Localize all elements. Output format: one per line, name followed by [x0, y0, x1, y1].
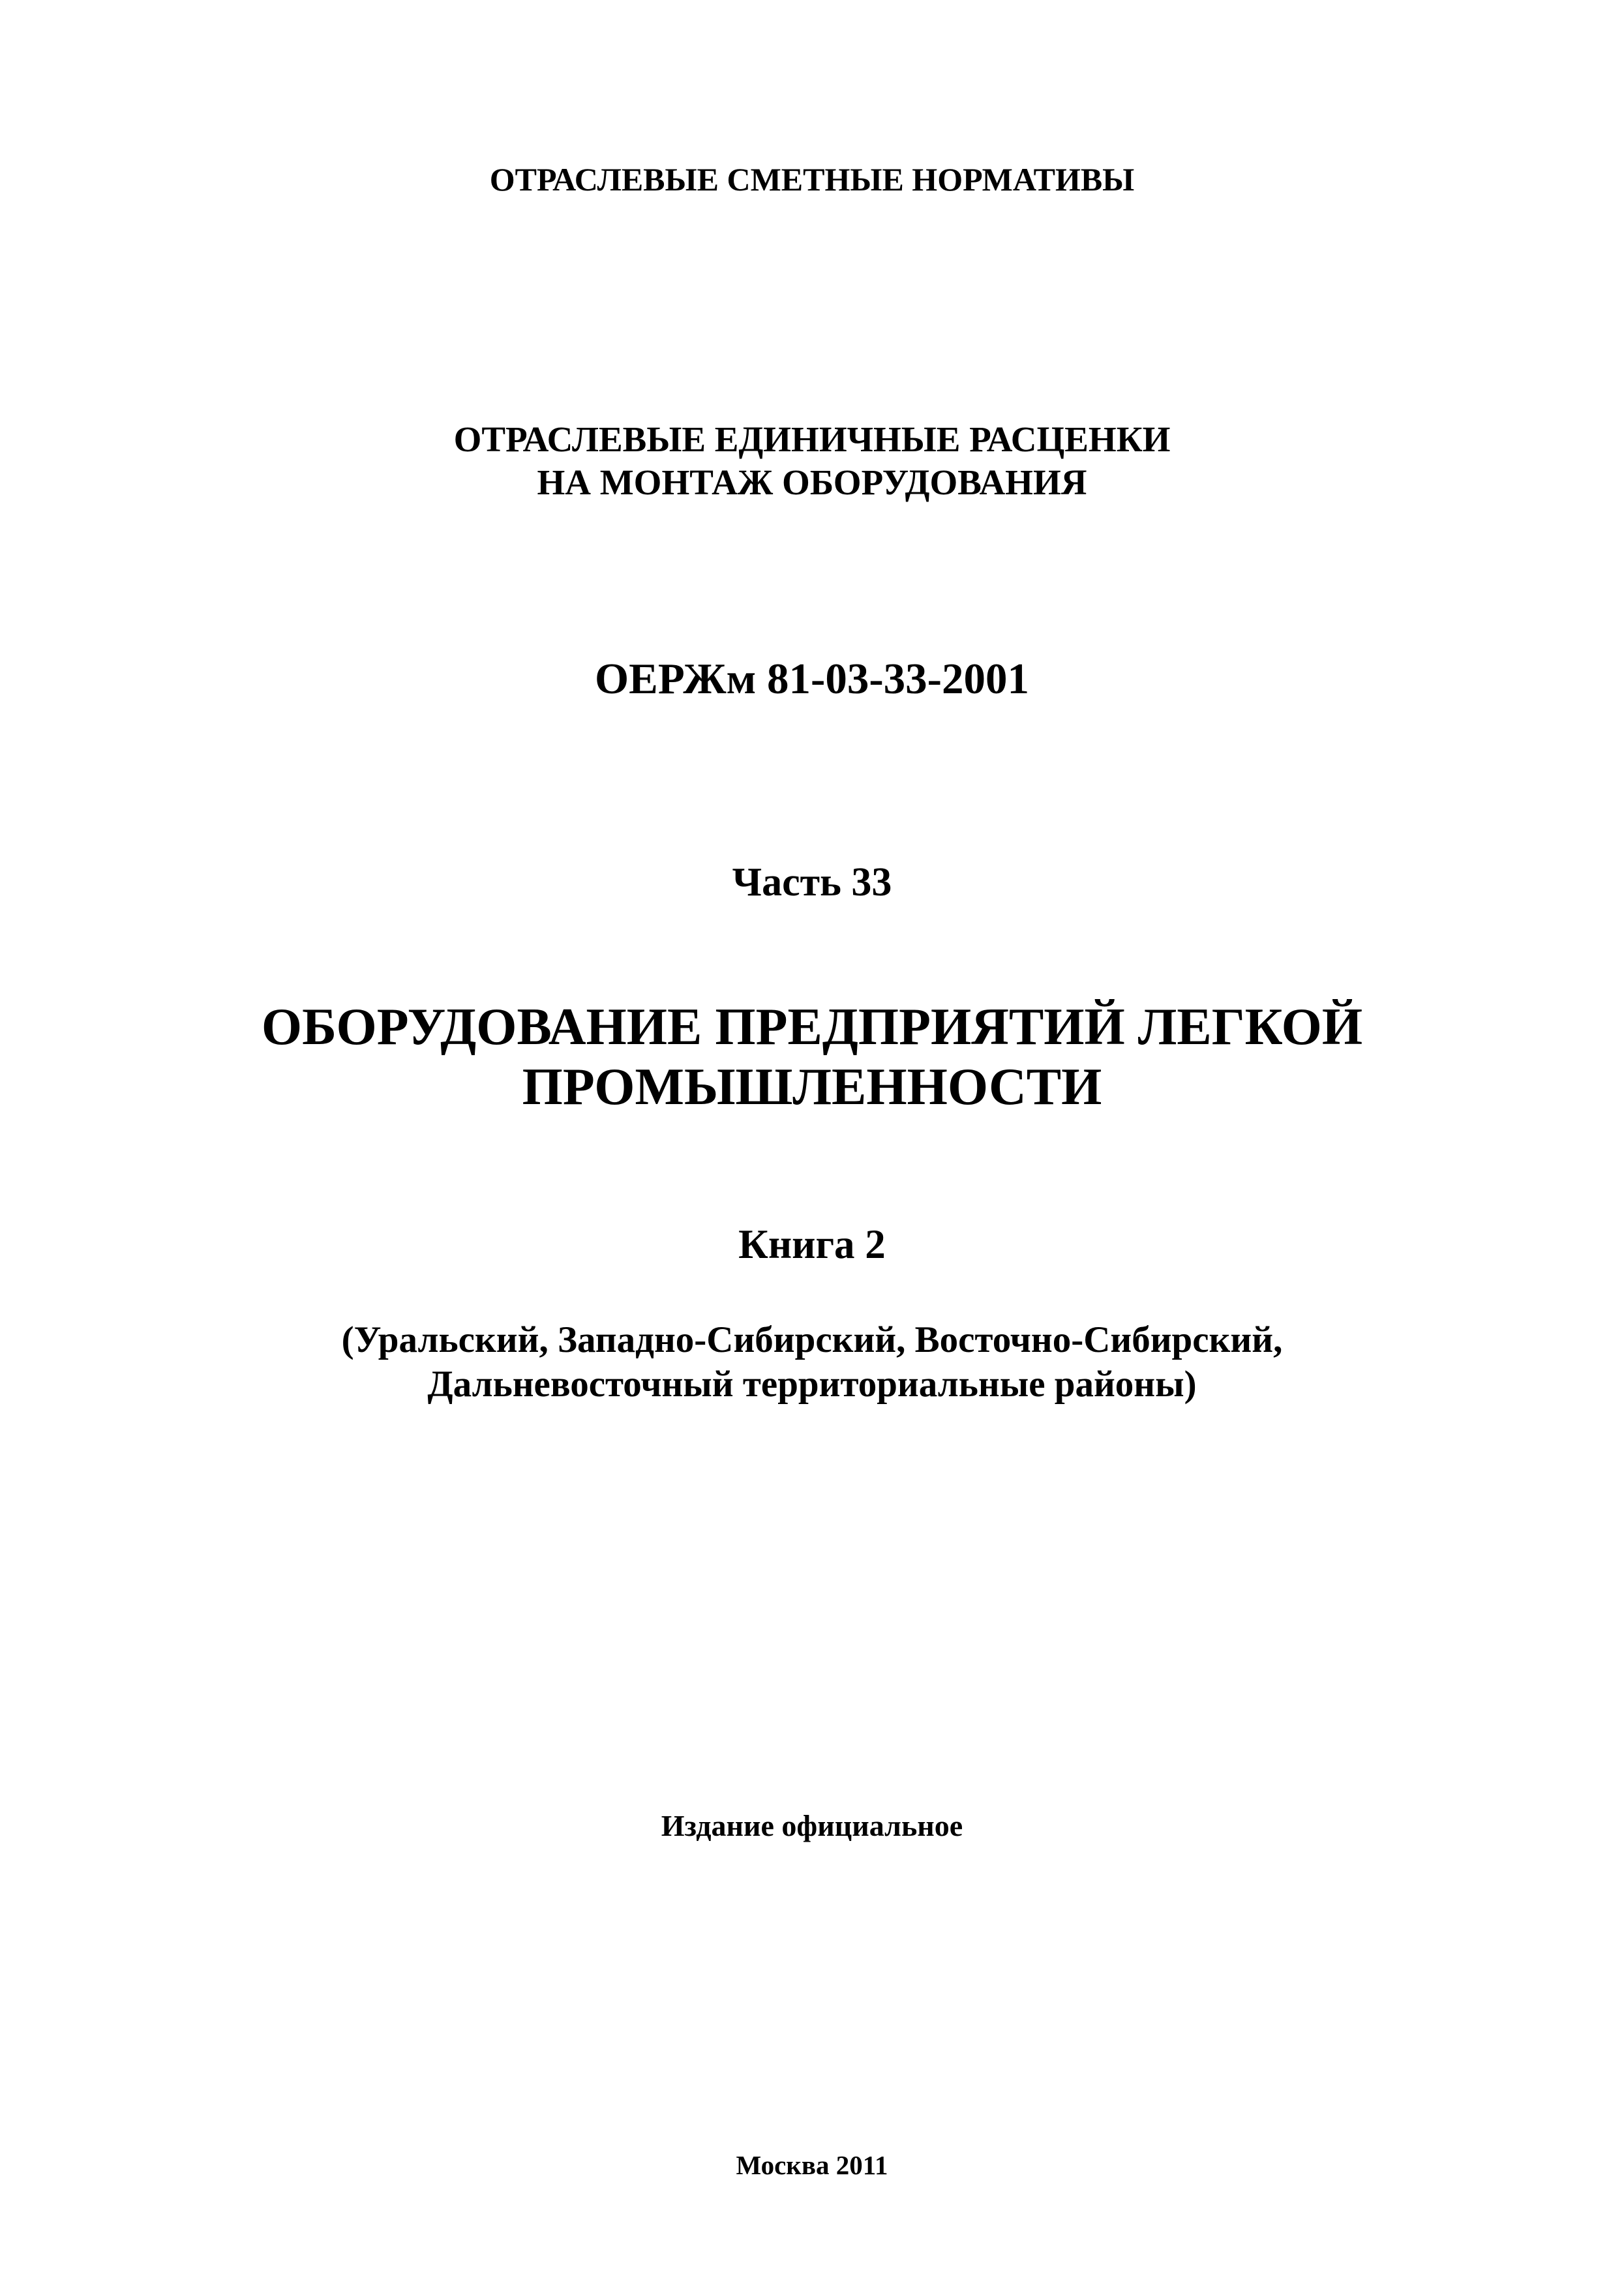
regions-line-2: Дальневосточный территориальные районы)	[427, 1364, 1197, 1405]
rates-title-line-2: НА МОНТАЖ ОБОРУДОВАНИЯ	[537, 462, 1087, 502]
main-title-line-1: ОБОРУДОВАНИЕ ПРЕДПРИЯТИЙ ЛЕГКОЙ	[261, 998, 1363, 1056]
regions-line-1: (Уральский, Западно-Сибирский, Восточно-Сибирский,	[341, 1319, 1283, 1360]
part-number: Часть 33	[732, 860, 892, 905]
series-heading: ОТРАСЛЕВЫЕ СМЕТНЫЕ НОРМАТИВЫ	[489, 161, 1135, 198]
rates-title-line-1: ОТРАСЛЕВЫЕ ЕДИНИЧНЫЕ РАСЦЕНКИ	[453, 419, 1171, 459]
document-code: ОЕРЖм 81-03-33-2001	[595, 655, 1029, 703]
edition-note: Издание официальное	[661, 1809, 963, 1842]
imprint-city-year: Москва 2011	[736, 2150, 888, 2180]
main-title-line-2: ПРОМЫШЛЕННОСТИ	[522, 1058, 1102, 1116]
book-number: Книга 2	[738, 1221, 886, 1267]
